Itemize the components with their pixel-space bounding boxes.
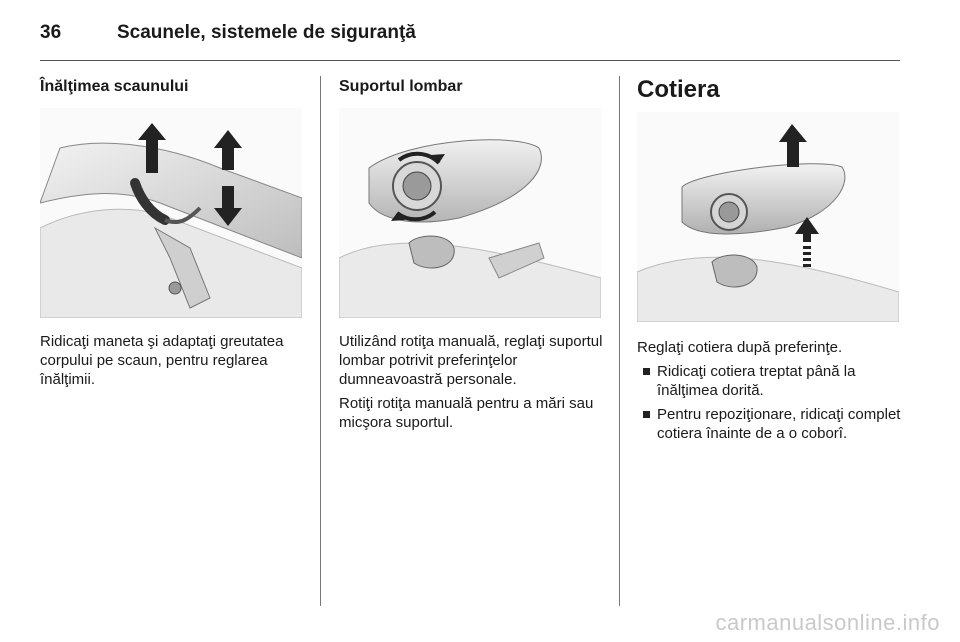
armrest-text bbox=[637, 338, 902, 448]
section-heading-armrest: Cotiera bbox=[637, 76, 720, 103]
lumbar-paragraph-1: Utilizând rotiţa manuală, reglaţi suportul lombar potrivit preferinţelor dumneavoastră personale. bbox=[339, 333, 603, 388]
page-title: Scaunele, sistemele de siguranţă bbox=[117, 22, 416, 43]
column-lumbar-support bbox=[339, 78, 463, 96]
column-divider-2 bbox=[619, 76, 620, 606]
seat-height-text bbox=[40, 332, 310, 394]
seat-height-paragraph: Ridicaţi maneta şi adaptaţi greutatea corpului pe scaun, pentru reglarea înălţimii. bbox=[40, 333, 284, 388]
lumbar-paragraph-2: Rotiţi rotiţa manuală pentru a mări sau micşora suportul. bbox=[339, 395, 594, 431]
seat-height-illustration bbox=[40, 108, 302, 318]
section-heading-seat-height: Înălţimea scaunului bbox=[40, 78, 189, 95]
column-armrest bbox=[637, 76, 720, 104]
armrest-illustration bbox=[637, 112, 899, 322]
page-number: 36 bbox=[40, 22, 62, 43]
lumbar-support-illustration bbox=[339, 108, 601, 318]
column-divider-1 bbox=[320, 76, 321, 606]
lumbar-support-text bbox=[339, 332, 609, 437]
section-heading-lumbar-support: Suportul lombar bbox=[339, 78, 463, 95]
armrest-bullet-2: Pentru repoziţionare, ridicaţi complet cotiera înainte de a o coborî. bbox=[637, 405, 902, 443]
armrest-bullet-1: Ridicaţi cotiera treptat până la înălţimea dorită. bbox=[637, 362, 902, 400]
watermark: carmanualsonline.info bbox=[715, 610, 940, 635]
header-rule bbox=[40, 60, 900, 61]
armrest-intro: Reglaţi cotiera după preferinţe. bbox=[637, 339, 843, 356]
column-seat-height bbox=[40, 78, 188, 96]
